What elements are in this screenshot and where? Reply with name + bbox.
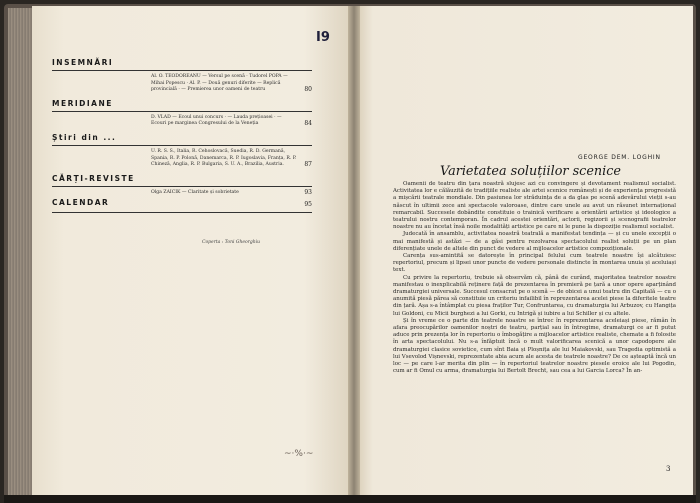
section-title: Știri din ...: [52, 132, 117, 142]
handwritten-number: I9: [316, 30, 330, 45]
entry-text: Al. O. TEODOREANU — Versul pe scenă · Tudorel POPA — Mihai Popescu · Al. P. — Două genuri diferite — Replică provincială · — Premierea unor oameni de teatru: [151, 74, 288, 93]
divider: [52, 186, 312, 187]
page-number: 84: [304, 120, 312, 128]
entry-text: D. VLAD — Ecoul unui concurs · — Lauda prețioasei · — Ecouri pe marginea Congresului de la Veneția: [151, 114, 282, 127]
scan-shadow: [4, 495, 696, 503]
cover-credit: Coperta : Toni Gheorghiu: [202, 240, 260, 245]
paragraph: Carența sus-amintită se datorește în principal felului cum teatrele noastre își alcătuiesc repertoriul, precum și lipsei unor puncte de vedere personale distincte în montarea unuia și aceluiași text.: [393, 253, 676, 274]
toc-entry: [52, 115, 312, 128]
toc-entry: [52, 74, 312, 94]
toc-section-stiri: [52, 133, 312, 169]
page-number: 95: [304, 201, 312, 209]
article-author: GEORGE DEM. LOGHIN: [578, 154, 661, 161]
faded-pencil-mark: ~·%·~: [284, 449, 314, 459]
paragraph: Cu privire la repertoriu, trebuie să observăm că, până de curând, majoritatea teatrelor noastre manifestau o inexplicabilă reținere față de prezentarea în premieră pe țară a unor opere aparținând dramaturgiei universale. Succesul consacrat pe o scenă — de obicei a unui teatru din Capitală — cu o anumită piesă părea să constituie un criteriu infailibil în reprezentarea acelei piese la diferitele teatre din țară. Așa s-a întâmplat cu piesa fraților Tur, Confruntarea, cu dramaturgia lui Arbuzov, cu Hangița lui Goldoni, cu Micii burghezi a lui Gorki, cu Intrigă și iubire a lui Schiller și cu altele.: [393, 274, 676, 317]
book-gutter: [348, 6, 360, 498]
section-title: CĂRȚI-REVISTE: [52, 173, 135, 183]
toc-entry: [52, 200, 312, 209]
toc-section-carti-reviste: [52, 174, 312, 197]
section-title: MERIDIANE: [52, 98, 113, 108]
divider: [52, 111, 312, 112]
entry-text: Olga ZAICIK — Claritate și sobrietate: [151, 189, 239, 195]
toc-entry: [52, 190, 312, 197]
page-number: 87: [304, 161, 312, 169]
article-title: Varietatea soluțiilor scenice: [440, 164, 621, 179]
page-number: 93: [304, 188, 312, 196]
article-body: [393, 181, 676, 375]
page-number: 80: [304, 86, 312, 94]
paragraph: Și în vreme ce o parte din teatrele noastre se întrec în reprezentarea aceleiași piese, rămân în afara preocupărilor oamenilor noștri de teatru, parțial sau în întregime, dramaturgi ce ar fi putut aduce prin prezența lor în repertoriu o îmbogățire a mijloacelor artistice realiste, chemate a fi folosite în arta spectacolului. Nu s-a înfăptuit încă o mult valorificarea scenică a unor capodopere ale dramaturgiei clasice sovietice, cum sînt Baia și Ploșnița ale lui Maiakovski, sau Tragedia optimistă a lui Vsevolod Vișnevski, reprezentate abia acum ale acesta de teatrele noastre? De ce așteaptă încă un loc — pe care l-ar merita din plin — în repertoriul teatrelor noastre piesele eroice ale lui Pogodin, cum ar fi Omul cu arma, dramaturgia lui Bertolt Brecht, sau cea a lui Garcia Lorca? În an-: [393, 317, 676, 375]
section-title: CALENDAR: [52, 198, 110, 208]
toc-section-insemnari: [52, 58, 312, 94]
table-of-contents: [52, 58, 312, 216]
divider: [52, 145, 312, 146]
paragraph: Oamenii de teatru din țara noastră slujesc azi cu convingere și devotament realismul socialist. Activitatea lor e călăuzită de tradițiile realiste ale artei scenice românești și de experiența progresistă a mișcării teatrale mondiale. Din pasiunea lor străduința de a da glas pe scenă adevărului vieții s-au născut în ultimii zece ani spectacole valoroase, dintre care unele au avut un răsunet internațional remarcabil. Succesele dobândite constituie o trainică verificare a orientării artistice și ideologice a teatrului nostru contemporan. În cadrul acestei orientări, actorii, regizorii și scenografii teatrelor noastre nu au încetat însă noile modalități artistice pe care ni le pune la dispoziție realismul socialist.: [393, 181, 676, 231]
section-title: INSEMNĂRI: [52, 58, 114, 67]
toc-section-calendar: [52, 200, 312, 213]
divider: [52, 70, 312, 71]
page-edges: [8, 8, 32, 496]
toc-entry: [52, 149, 312, 169]
entry-text: U. R. S. S., Italia, R. Cehoslovacă, Suedia, R. D. Germană, Spania, R. P. Polonă, Danemarca, R. P. Iugoslavia, Franța, R. P. Chineză, Anglia, R. P. Bulgaria, S. U. A., Brazilia, Austria.: [151, 148, 297, 168]
toc-section-meridiane: [52, 99, 312, 128]
page-number: 3: [666, 465, 671, 473]
divider: [52, 212, 312, 213]
paragraph: Judecată în ansamblu, activitatea noastră teatrală a manifestat tendința — și cu unele excepții o mai manifestă și astăzi — de a găsi pentru rezolvarea spectacolului realist soluții pe un plan diferențiate unele de altele din punct de vedere al mijloacelor artistice compoziționale.: [393, 231, 676, 252]
